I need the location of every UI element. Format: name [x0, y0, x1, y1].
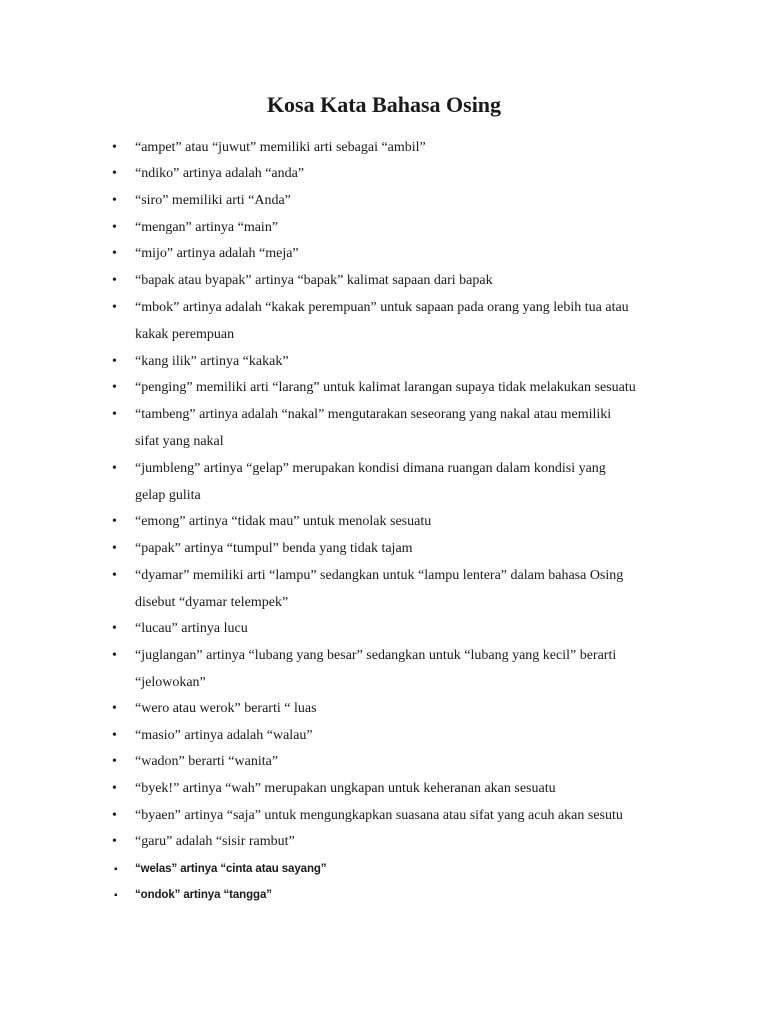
list-item-text: “welas” artinya “cinta atau sayang” — [135, 863, 327, 875]
bullet-icon: • — [112, 568, 117, 583]
bullet-icon: • — [112, 701, 117, 716]
bullet-icon: • — [112, 648, 117, 663]
list-item-text: “ondok” artinya “tangga” — [135, 889, 272, 901]
bullet-icon: • — [112, 834, 117, 849]
bullet-icon: • — [112, 621, 117, 636]
bullet-icon: • — [112, 246, 117, 261]
bullet-icon: • — [112, 754, 117, 769]
list-item-text: “juglangan” artinya “lubang yang besar” sedangkan untuk “lubang yang kecil” berarti — [135, 648, 617, 663]
list-item-text: “dyamar” memiliki arti “lampu” sedangkan untuk “lampu lentera” dalam bahasa Osing — [135, 568, 624, 583]
list-item-text: “ampet” atau “juwut” memiliki arti sebagai “ambil” — [135, 140, 426, 155]
list-item-text: “wero atau werok” berarti “ luas — [135, 701, 317, 716]
list-item-text: “garu” adalah “sisir rambut” — [135, 834, 295, 849]
bullet-icon: • — [112, 461, 117, 476]
list-item-text: “ndiko” artinya adalah “anda” — [135, 166, 305, 181]
list-item-text: “kang ilik” artinya “kakak” — [135, 354, 289, 369]
bullet-icon: • — [112, 354, 117, 369]
list-item-text: “bapak atau byapak” artinya “bapak” kalimat sapaan dari bapak — [135, 273, 493, 288]
bullet-icon: • — [112, 140, 117, 155]
bullet-icon: • — [112, 166, 117, 181]
bullet-icon: • — [112, 193, 117, 208]
list-item-text: “byaen” artinya “saja” untuk mengungkapkan suasana atau sifat yang acuh akan sesutu — [135, 808, 623, 823]
list-item-text: “lucau” artinya lucu — [135, 621, 248, 636]
bullet-icon: • — [112, 541, 117, 556]
list-item-text: “byek!” artinya “wah” merupakan ungkapan untuk keheranan akan sesuatu — [135, 781, 556, 796]
bullet-icon: • — [112, 514, 117, 529]
list-item-text: “wadon” berarti “wanita” — [135, 754, 279, 769]
bullet-icon: • — [112, 220, 117, 235]
bullet-icon: ▪ — [114, 864, 118, 875]
bullet-icon: • — [112, 273, 117, 288]
bullet-icon: ▪ — [114, 890, 118, 901]
list-item-text: “jumbleng” artinya “gelap” merupakan kondisi dimana ruangan dalam kondisi yang — [135, 461, 606, 476]
bullet-icon: • — [112, 808, 117, 823]
list-item-text: “siro” memiliki arti “Anda” — [135, 193, 291, 208]
list-item-text: disebut “dyamar telempek” — [135, 595, 289, 610]
document-title: Kosa Kata Bahasa Osing — [266, 92, 502, 117]
list-item-text: “jelowokan” — [135, 675, 206, 690]
bullet-icon: • — [112, 380, 117, 395]
bullet-icon: • — [112, 300, 117, 315]
list-item-text: “papak” artinya “tumpul” benda yang tidak tajam — [135, 541, 413, 556]
bullet-icon: • — [112, 407, 117, 422]
list-item-text: “tambeng” artinya adalah “nakal” mengutarakan seseorang yang nakal atau memiliki — [135, 407, 612, 422]
list-item-text: “mengan” artinya “main” — [135, 220, 279, 235]
list-item-text: “penging” memiliki arti “larang” untuk kalimat larangan supaya tidak melakukan sesuatu — [135, 380, 636, 395]
list-item-text: gelap gulita — [135, 488, 201, 503]
list-item-text: “masio” artinya adalah “walau” — [135, 728, 313, 743]
bullet-icon: • — [112, 728, 117, 743]
list-item-text: “emong” artinya “tidak mau” untuk menolak sesuatu — [135, 514, 432, 529]
list-item-text: sifat yang nakal — [135, 434, 224, 449]
list-item-text: “mijo” artinya adalah “meja” — [135, 246, 299, 261]
list-item-text: kakak perempuan — [135, 327, 235, 342]
bullet-icon: • — [112, 781, 117, 796]
list-item-text: “mbok” artinya adalah “kakak perempuan” untuk sapaan pada orang yang lebih tua atau — [135, 300, 629, 315]
